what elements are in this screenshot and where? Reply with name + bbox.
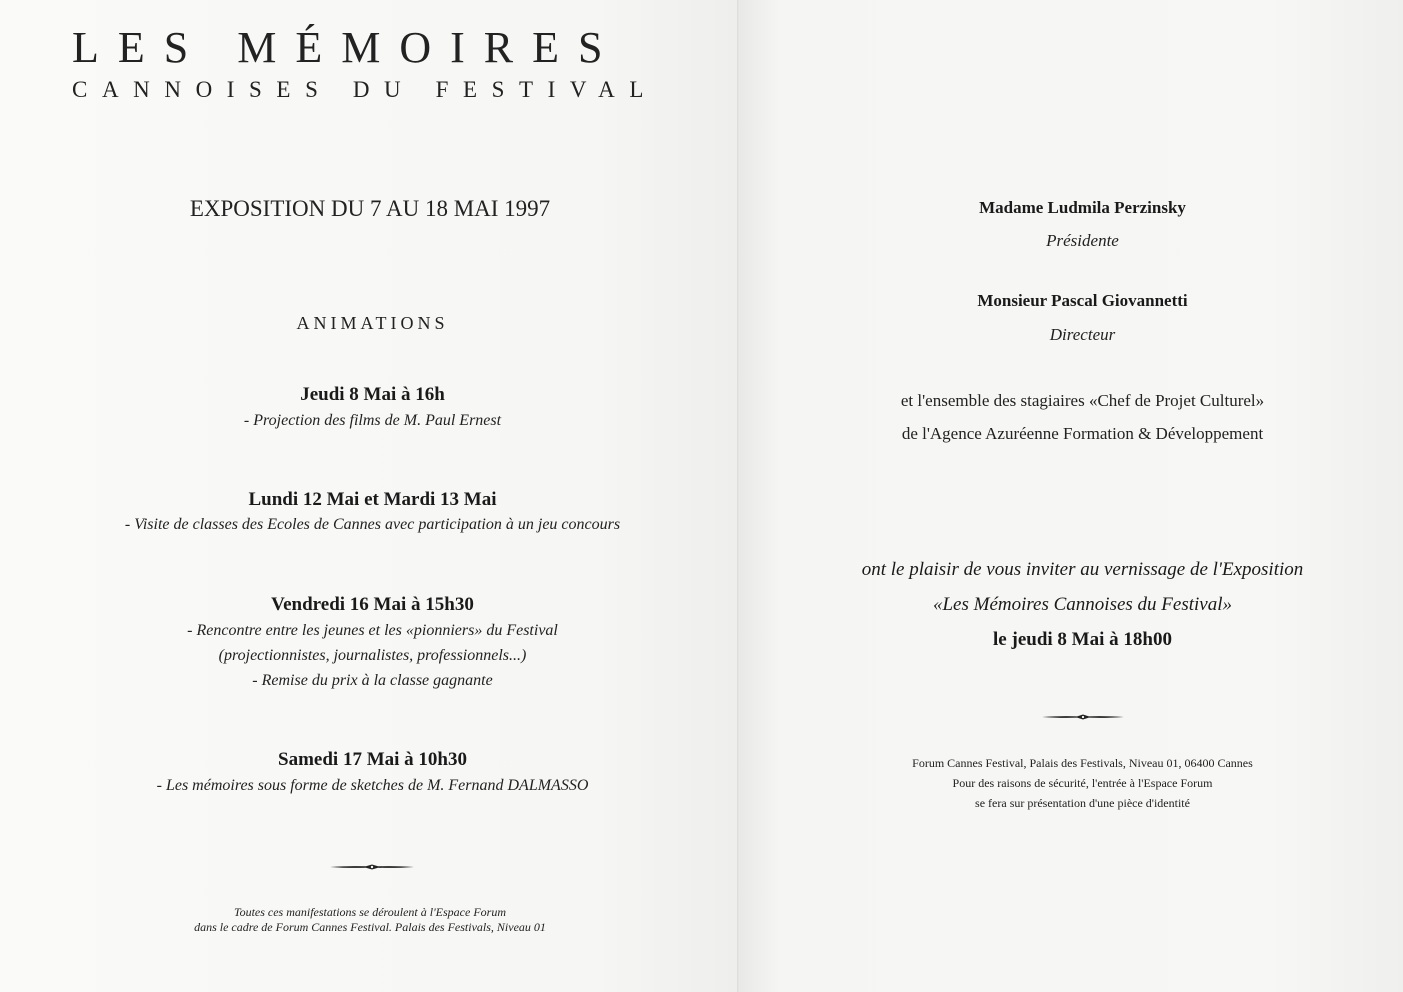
document-title: LES MÉMOIRES bbox=[72, 23, 622, 72]
event-title: Vendredi 16 Mai à 15h30 bbox=[271, 594, 474, 615]
event-title: Samedi 17 Mai à 10h30 bbox=[278, 749, 467, 770]
director-name: Monsieur Pascal Giovannetti bbox=[977, 291, 1188, 310]
event-title: Lundi 12 Mai et Mardi 13 Mai bbox=[248, 489, 497, 510]
event-detail: - Projection des films de M. Paul Ernest bbox=[243, 412, 502, 429]
event-detail: (projectionnistes, journalistes, professionnels...) bbox=[218, 647, 527, 664]
ensemble-line: et l'ensemble des stagiaires «Chef de Projet Culturel» bbox=[900, 391, 1265, 410]
exposition-dates: EXPOSITION DU 7 AU 18 MAI 1997 bbox=[189, 196, 551, 221]
invite-line: ont le plaisir de vous inviter au vernissage de l'Exposition bbox=[861, 559, 1304, 580]
security-line: se fera sur présentation d'une pièce d'identité bbox=[975, 796, 1190, 810]
address-line: Forum Cannes Festival, Palais des Festivals, Niveau 01, 06400 Cannes bbox=[912, 756, 1253, 770]
event-detail: - Visite de classes des Ecoles de Cannes avec participation à un jeu concours bbox=[124, 516, 621, 533]
event-detail: - Les mémoires sous forme de sketches de M. Fernand DALMASSO bbox=[156, 777, 589, 794]
president-role: Présidente bbox=[1046, 231, 1119, 250]
event-detail: - Rencontre entre les jeunes et les «pionniers» du Festival bbox=[187, 622, 558, 639]
ornament-divider bbox=[1042, 713, 1124, 721]
footnote-line: Toutes ces manifestations se déroulent à l'Espace Forum bbox=[234, 905, 506, 919]
invite-line: «Les Mémoires Cannoises du Festival» bbox=[932, 594, 1233, 615]
right-panel bbox=[740, 0, 1403, 992]
animations-heading: ANIMATIONS bbox=[296, 313, 449, 333]
footnote-line: dans le cadre de Forum Cannes Festival. Palais des Festivals, Niveau 01 bbox=[194, 920, 546, 934]
ornament-divider bbox=[330, 863, 414, 871]
document-subtitle: CANNOISES DU FESTIVAL bbox=[72, 77, 659, 102]
event-title: Jeudi 8 Mai à 16h bbox=[300, 384, 445, 405]
president-name: Madame Ludmila Perzinsky bbox=[979, 198, 1186, 217]
vernissage-date: le jeudi 8 Mai à 18h00 bbox=[993, 629, 1172, 650]
director-role: Directeur bbox=[1049, 325, 1116, 344]
event-detail: - Remise du prix à la classe gagnante bbox=[252, 672, 493, 689]
ensemble-line: de l'Agence Azuréenne Formation & Développement bbox=[901, 424, 1264, 443]
security-line: Pour des raisons de sécurité, l'entrée à l'Espace Forum bbox=[952, 776, 1213, 790]
